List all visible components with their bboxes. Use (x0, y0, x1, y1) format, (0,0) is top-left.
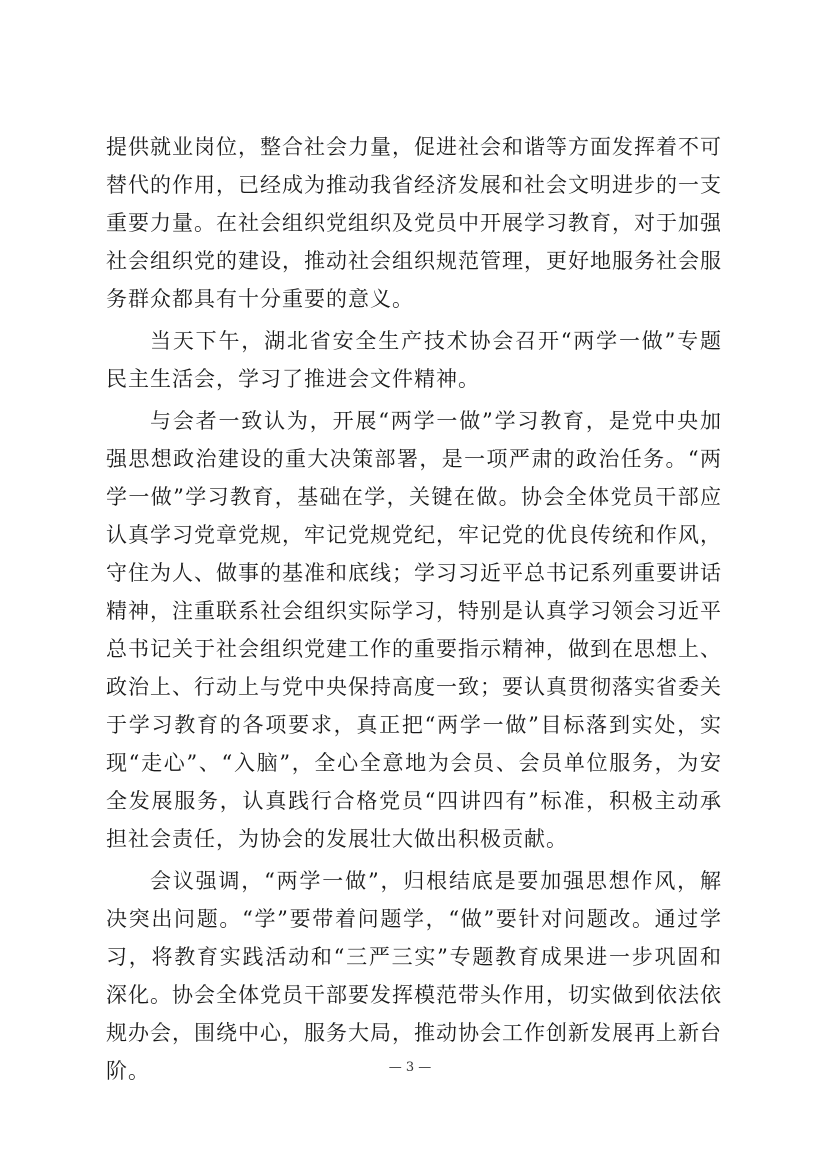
paragraph-continuation: 提供就业岗位，整合社会力量，促进社会和谐等方面发挥着不可替代的作用，已经成为推动我省经济发展和社会文明进步的一支重要力量。在社会组织党组织及党员中开展学习教育，对于加强社会组织党的建设，推动社会组织规范管理，更好地服务社会服务群众都具有十分重要的意义。 (106, 135, 722, 311)
paragraph-meeting-afternoon: 当天下午，湖北省安全生产技术协会召开“两学一做”专题民主生活会，学习了推进会文件精神。 (106, 329, 722, 391)
paragraph-consensus: 与会者一致认为，开展“两学一做”学习教育，是党中央加强思想政治建设的重大决策部署，是一项严肃的政治任务。“两学一做”学习教育，基础在学，关键在做。协会全体党员干部应认真学习党章党规，牢记党规党纪，牢记党的优良传统和作风，守住为人、做事的基准和底线；学习习近平总书记系列重要讲话精神，注重联系社会组织实际学习，特别是认真学习领会习近平总书记关于社会组织党建工作的重要指示精神，做到在思想上、政治上、行动上与党中央保持高度一致；要认真贯彻落实省委关于学习教育的各项要求，真正把“两学一做”目标落到实处，实现“走心”、“入脑”，全心全意地为会员、会员单位服务，为安全发展服务，认真践行合格党员“四讲四有”标准，积极主动承担社会责任，为协会的发展壮大做出积极贡献。 (106, 409, 722, 851)
page-number: — 3 — (388, 1060, 432, 1075)
paragraph-meeting-emphasis: 会议强调，“两学一做”，归根结底是要加强思想作风，解决突出问题。“学”要带着问题学，“做”要针对问题改。通过学习，将教育实践活动和“三严三实”专题教育成果进一步巩固和深化。协会全体党员干部要发挥模范带头作用，切实做到依法依规办会，围绕中心，服务大局，推动协会工作创新发展再上新台阶。 (106, 869, 722, 1083)
document-body (106, 128, 722, 1094)
